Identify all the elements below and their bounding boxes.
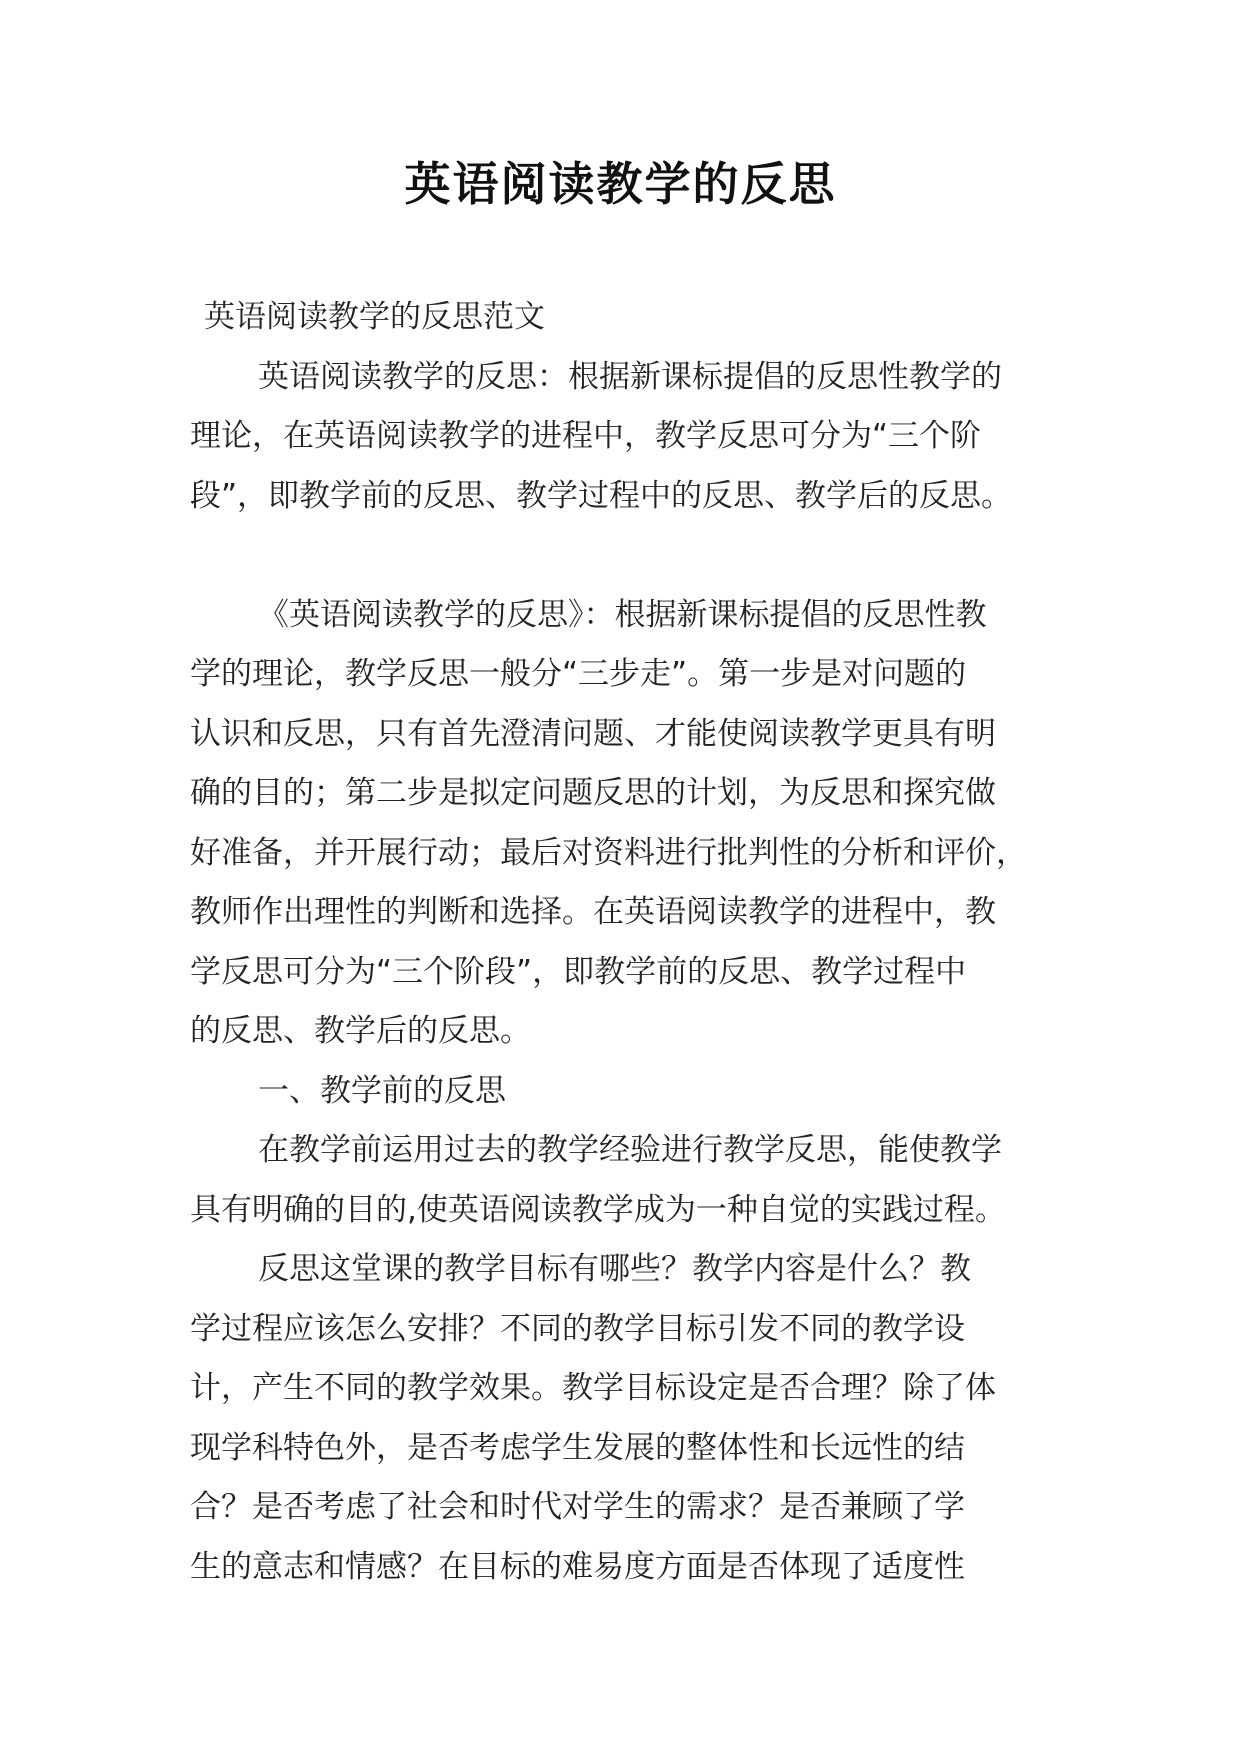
paragraph-line: 教师作出理性的判断和选择。在英语阅读教学的进程中，教: [190, 894, 996, 930]
paragraph-line: 学反思可分为“三个阶段”，即教学前的反思、教学过程中: [190, 953, 967, 990]
paragraph-3: [190, 1121, 1090, 1240]
paragraph-line: 具有明确的目的,使英语阅读教学成为一种自觉的实践过程。: [190, 1191, 1006, 1228]
paragraph-line: 现学科特色外，是否考虑学生发展的整体性和长远性的结: [190, 1429, 965, 1466]
paragraph-line: 英语阅读教学的反思：根据新课标提倡的反思性教学的: [258, 358, 1002, 395]
document-body: [190, 288, 1090, 1597]
paragraph-line: 学的理论，教学反思一般分“三步走”。第一步是对问题的: [190, 656, 967, 692]
paragraph-line: 合？是否考虑了社会和时代对学生的需求？是否兼顾了学: [190, 1489, 965, 1525]
paragraph-line: 在教学前运用过去的教学经验进行教学反思，能使教学: [258, 1132, 1002, 1168]
document-title: 英语阅读教学的反思: [404, 157, 837, 211]
paragraph-line: 《英语阅读教学的反思》：根据新课标提倡的反思性教: [258, 596, 987, 633]
paragraph-1: [190, 348, 1090, 527]
subtitle-line: 英语阅读教学的反思范文: [204, 299, 545, 335]
paragraph-line: 的反思、教学后的反思。: [190, 1013, 531, 1049]
paragraph-line: 生的意志和情感？在目标的难易度方面是否体现了适度性: [190, 1548, 965, 1585]
paragraph-line: 确的目的；第二步是拟定问题反思的计划，为反思和探究做: [190, 775, 996, 811]
paragraph-gap: [190, 526, 1090, 586]
paragraph-line: 段”，即教学前的反思、教学过程中的反思、教学后的反思。: [190, 477, 1013, 514]
paragraph-line: 理论，在英语阅读教学的进程中，教学反思可分为“三个阶: [190, 418, 982, 454]
paragraph-4: [190, 1240, 1090, 1597]
paragraph-line: 好准备，并开展行动；最后对资料进行批判性的分析和评价，: [190, 834, 1027, 871]
paragraph-line: 反思这堂课的教学目标有哪些？教学内容是什么？教: [258, 1251, 971, 1287]
section-heading-text: 一、教学前的反思: [258, 1072, 506, 1109]
section-heading: [190, 1062, 1090, 1122]
paragraph-line: 认识和反思，只有首先澄清问题、才能使阅读教学更具有明: [190, 715, 996, 752]
paragraph-line: 学过程应该怎么安排？不同的教学目标引发不同的教学设: [190, 1310, 965, 1347]
paragraph-2: [190, 586, 1090, 1062]
paragraph-line: 计，产生不同的教学效果。教学目标设定是否合理？除了体: [190, 1370, 996, 1406]
